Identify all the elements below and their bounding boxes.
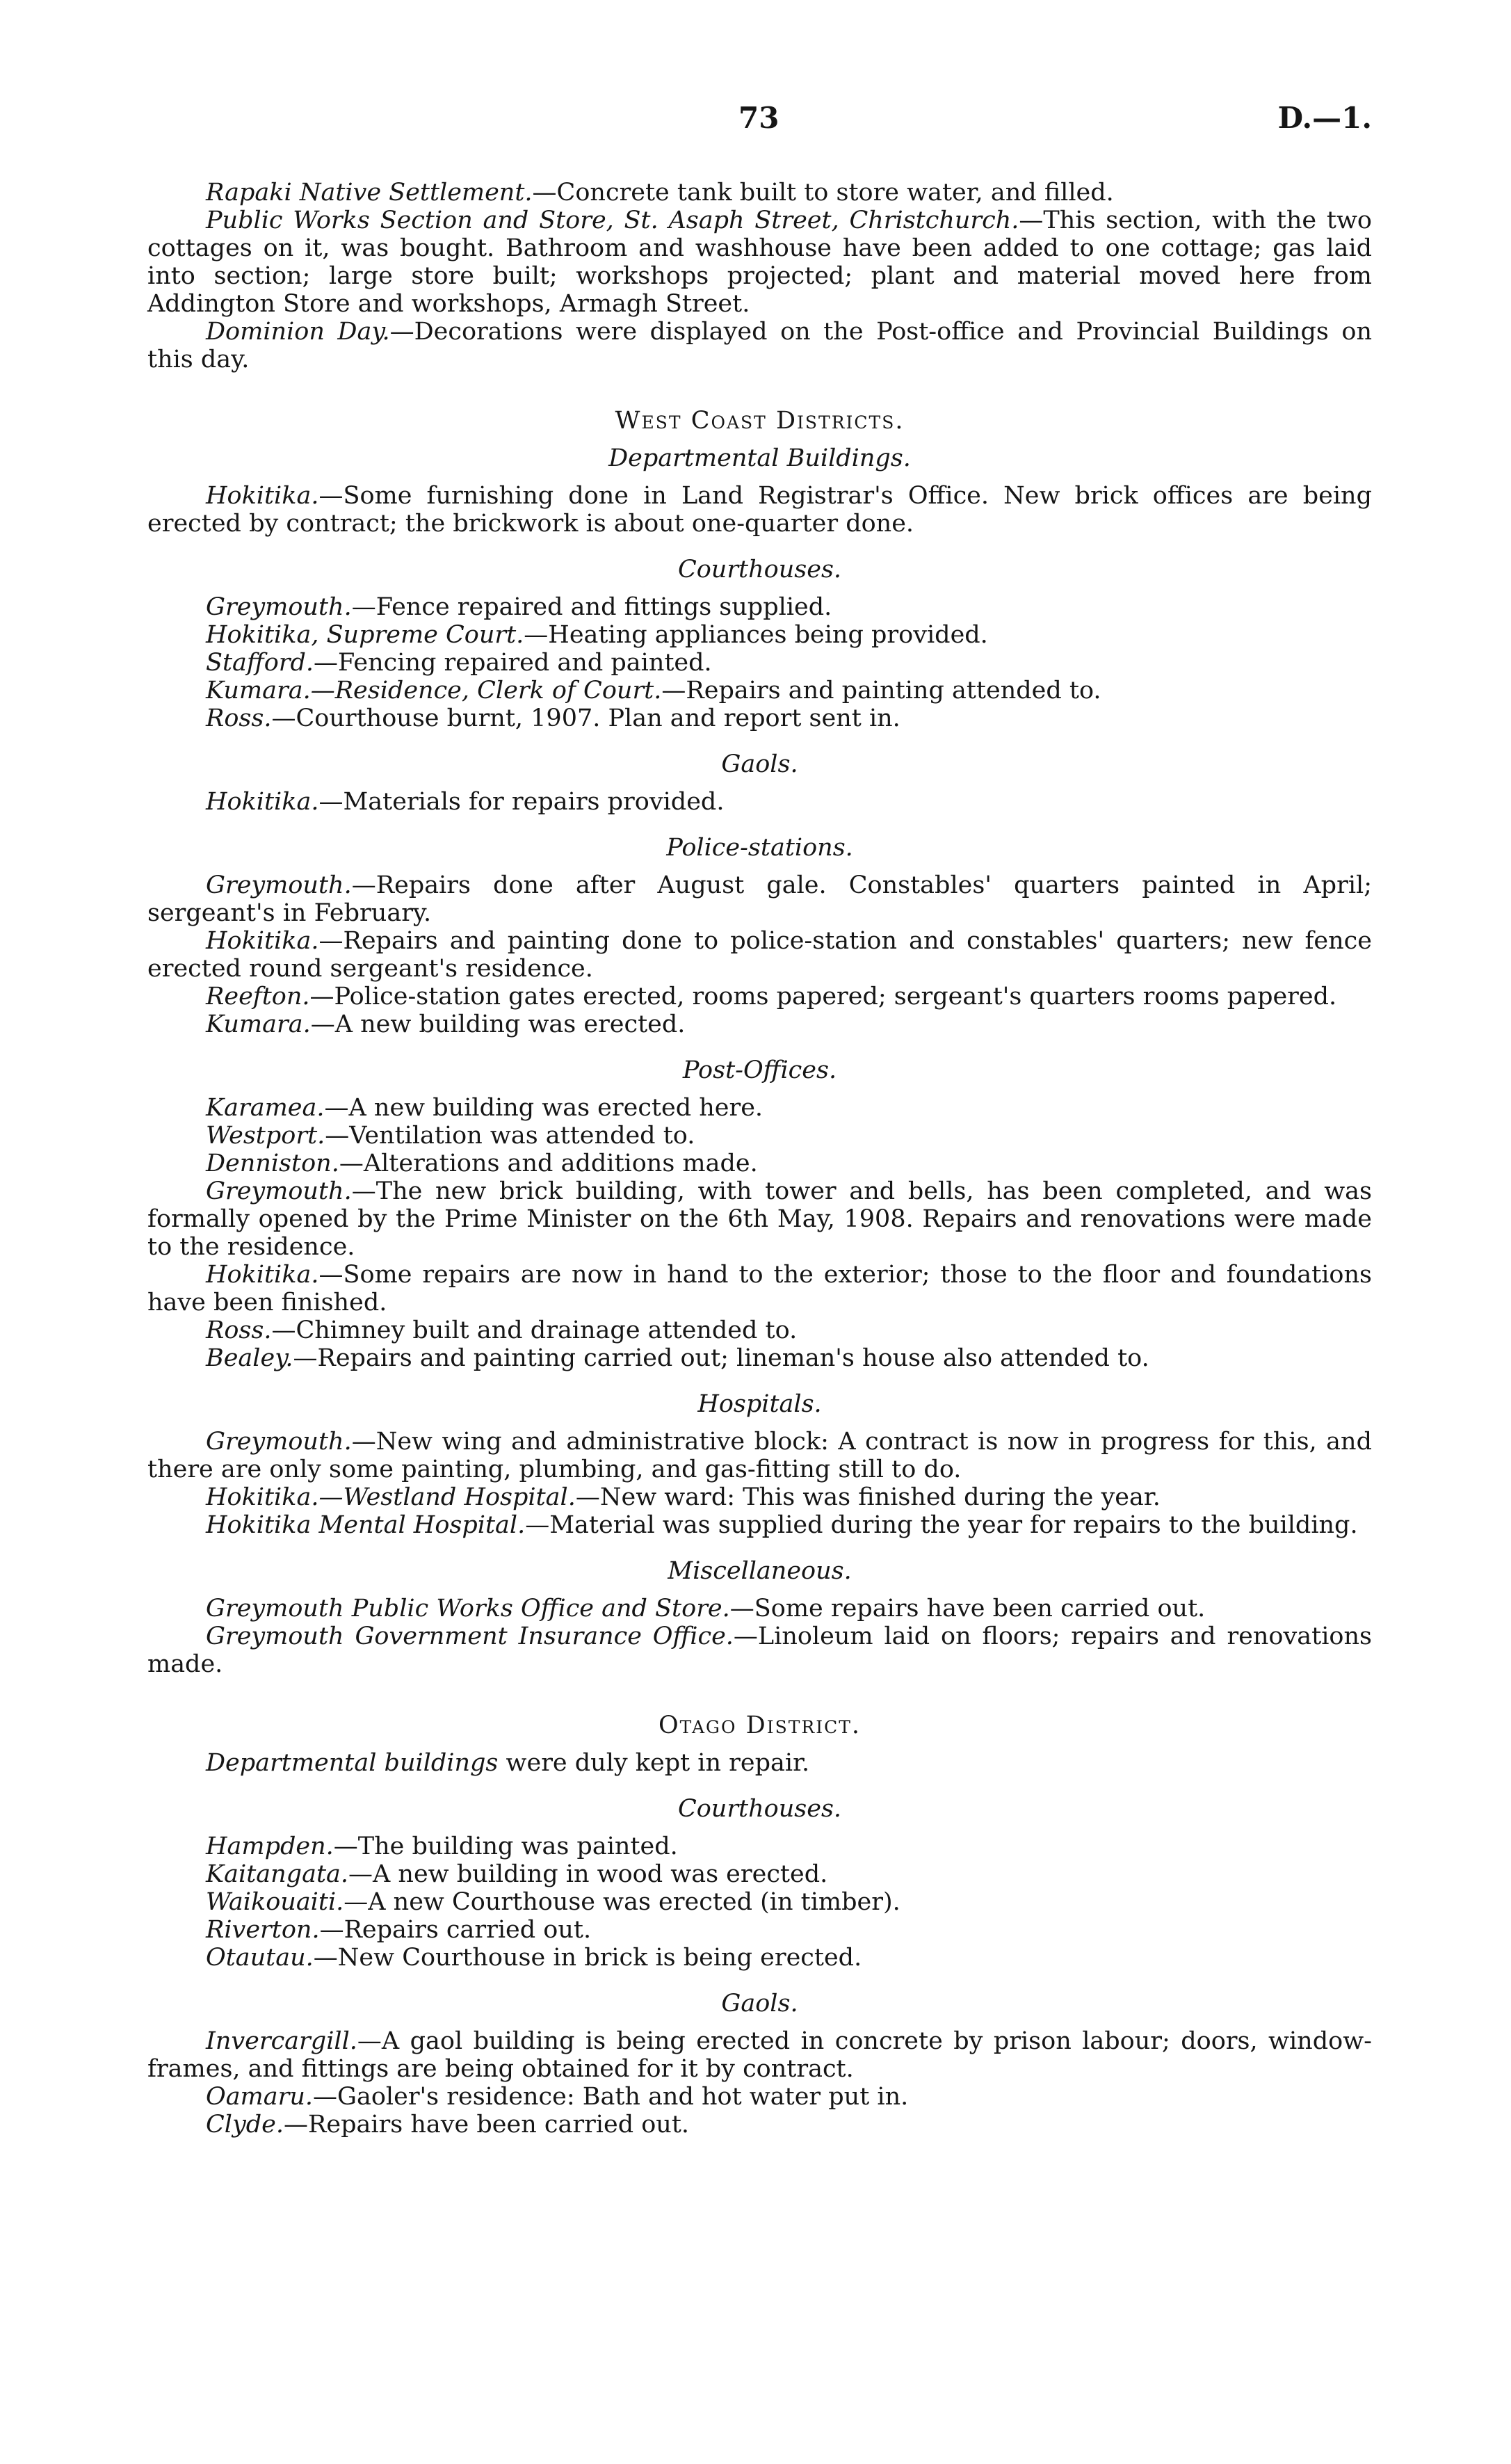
entry-text: —Some repairs have been carried out. bbox=[729, 1595, 1206, 1622]
section-heading: Gaols. bbox=[721, 1990, 798, 2018]
entry-text: —A new building was erected here. bbox=[324, 1094, 763, 1122]
entry-text: —A new building in wood was erected. bbox=[348, 1860, 828, 1888]
entry-place: Hampden. bbox=[206, 1833, 334, 1860]
entry-place: Greymouth. bbox=[206, 593, 352, 621]
entry-paragraph bbox=[147, 1261, 1372, 1316]
entry-place: Greymouth. bbox=[206, 1177, 352, 1205]
entry-paragraph bbox=[147, 1888, 1372, 1916]
entry-text: —The building was painted. bbox=[333, 1833, 678, 1860]
entry-text: —Repairs and painting attended to. bbox=[661, 677, 1101, 704]
entry-text: —Heating appliances being provided. bbox=[524, 621, 988, 649]
entry-text: —Police-station gates erected, rooms papered; sergeant's quarters rooms papered. bbox=[309, 983, 1337, 1010]
district-heading: West Coast Districts. bbox=[615, 407, 905, 435]
entry-place: Departmental buildings bbox=[206, 1749, 499, 1777]
entry-place: Invercargill. bbox=[206, 2027, 357, 2055]
entry-place: Westport. bbox=[206, 1122, 325, 1150]
entry-text: —Material was supplied during the year for repairs to the building. bbox=[525, 1511, 1358, 1539]
section-heading: Hospitals. bbox=[697, 1390, 822, 1418]
entry-paragraph bbox=[147, 788, 1372, 816]
entry-text: —Gaoler's residence: Bath and hot water put in. bbox=[313, 2083, 909, 2111]
section-heading: Departmental Buildings. bbox=[608, 444, 911, 472]
section-heading: Courthouses. bbox=[677, 556, 842, 583]
entry-place: Kaitangata. bbox=[206, 1860, 349, 1888]
entry-paragraph bbox=[147, 2027, 1372, 2083]
entry-place: Karamea. bbox=[206, 1094, 325, 1122]
canterbury-continuation bbox=[147, 179, 1372, 373]
entry-text: —New Courthouse in brick is being erected. bbox=[313, 1944, 862, 1972]
entry-paragraph bbox=[147, 207, 1372, 318]
section-heading: Courthouses. bbox=[677, 1795, 842, 1823]
entry-paragraph bbox=[147, 2083, 1372, 2111]
entry-place: Hokitika. bbox=[206, 927, 319, 955]
entry-place: Dominion Day. bbox=[206, 318, 390, 346]
entry-paragraph bbox=[147, 621, 1372, 649]
entry-text: —Some repairs are now in hand to the exterior; those to the floor and foundations have been finished. bbox=[147, 1261, 1372, 1316]
entry-paragraph bbox=[147, 1177, 1372, 1261]
page-body bbox=[147, 179, 1372, 2139]
entry-place: Otautau. bbox=[206, 1944, 314, 1972]
entry-paragraph bbox=[147, 1483, 1372, 1511]
entry-text: —New ward: This was finished during the year. bbox=[575, 1483, 1161, 1511]
entry-place: Rapaki Native Settlement. bbox=[206, 179, 533, 207]
entry-place: Riverton. bbox=[206, 1916, 320, 1944]
entry-paragraph bbox=[147, 318, 1372, 373]
entry-paragraph bbox=[147, 2111, 1372, 2139]
entry-text: —Fencing repaired and painted. bbox=[314, 649, 712, 677]
entry-place: Hokitika, Supreme Court. bbox=[206, 621, 524, 649]
entry-place: Oamaru. bbox=[206, 2083, 314, 2111]
entry-text: —Repairs and painting done to police-station and constables' quarters; new fence erected round sergeant's residence. bbox=[147, 927, 1372, 983]
entry-text: —Fence repaired and fittings supplied. bbox=[351, 593, 832, 621]
district-heading: Otago District. bbox=[658, 1712, 861, 1739]
entry-paragraph bbox=[147, 1916, 1372, 1944]
section-heading: Gaols. bbox=[721, 750, 798, 778]
entry-text: —Ventilation was attended to. bbox=[325, 1122, 695, 1150]
entry-place: Denniston. bbox=[206, 1150, 339, 1177]
entry-place: Public Works Section and Store, St. Asaph Street, Christchurch. bbox=[206, 207, 1019, 234]
entry-place: Kumara. bbox=[206, 1010, 311, 1038]
section-heading: Police-stations. bbox=[666, 834, 853, 862]
entry-place: Clyde. bbox=[206, 2111, 284, 2139]
entry-text: —A new building was erected. bbox=[310, 1010, 686, 1038]
entry-paragraph bbox=[147, 1344, 1372, 1372]
entry-text: —Repairs have been carried out. bbox=[284, 2111, 690, 2139]
entry-place: Hokitika. bbox=[206, 788, 319, 816]
entry-place: Hokitika.—Westland Hospital. bbox=[206, 1483, 576, 1511]
entry-paragraph bbox=[147, 1511, 1372, 1539]
entry-text: —The new brick building, with tower and bells, has been completed, and was formally opened by the Prime Minister on the 6th May, 1908. Repairs and renovations were made to the residence. bbox=[147, 1177, 1372, 1261]
entry-paragraph bbox=[147, 1316, 1372, 1344]
entry-text: —Linoleum laid on floors; repairs and renovations made. bbox=[147, 1622, 1372, 1678]
entry-place: Stafford. bbox=[206, 649, 314, 677]
entry-paragraph bbox=[147, 1094, 1372, 1122]
entry-paragraph bbox=[147, 1150, 1372, 1177]
entry-paragraph bbox=[147, 1428, 1372, 1483]
entry-text: —Courthouse burnt, 1907. Plan and report sent in. bbox=[271, 704, 900, 732]
document-reference: D.—1. bbox=[1277, 101, 1372, 135]
entry-place: Greymouth. bbox=[206, 871, 352, 899]
entry-place: Hokitika. bbox=[206, 482, 319, 510]
entry-text: —Alterations and additions made. bbox=[339, 1150, 758, 1177]
entry-text: —Repairs done after August gale. Constables' quarters painted in April; sergeant's in February. bbox=[147, 871, 1372, 927]
entry-text: —Repairs carried out. bbox=[319, 1916, 592, 1944]
entry-paragraph bbox=[147, 1749, 1372, 1777]
entry-paragraph bbox=[147, 649, 1372, 677]
entry-place: Bealey. bbox=[206, 1344, 293, 1372]
entry-text: were duly kept in repair. bbox=[498, 1749, 810, 1777]
entry-paragraph bbox=[147, 927, 1372, 983]
entry-place: Greymouth. bbox=[206, 1428, 352, 1456]
entry-text: —Decorations were displayed on the Post-office and Provincial Buildings on this day. bbox=[147, 318, 1372, 373]
entry-text: —Repairs and painting carried out; lineman's house also attended to. bbox=[293, 1344, 1149, 1372]
entry-place: Waikouaiti. bbox=[206, 1888, 344, 1916]
section-heading: Miscellaneous. bbox=[668, 1557, 852, 1585]
page-number: 73 bbox=[738, 101, 779, 135]
entry-text: —New wing and administrative block: A contract is now in progress for this, and there are only some painting, plumbing, and gas-fitting still to do. bbox=[147, 1428, 1372, 1483]
entry-place: Hokitika. bbox=[206, 1261, 319, 1289]
entry-paragraph bbox=[147, 1595, 1372, 1622]
entry-place: Kumara.—Residence, Clerk of Court. bbox=[206, 677, 662, 704]
entry-paragraph bbox=[147, 704, 1372, 732]
entry-paragraph bbox=[147, 593, 1372, 621]
entry-paragraph bbox=[147, 179, 1372, 207]
entry-text: —A gaol building is being erected in concrete by prison labour; doors, window-frames, and fittings are being obtained for it by contract. bbox=[147, 2027, 1372, 2083]
entry-paragraph bbox=[147, 1010, 1372, 1038]
entry-paragraph bbox=[147, 1860, 1372, 1888]
entry-paragraph bbox=[147, 983, 1372, 1010]
entry-place: Hokitika Mental Hospital. bbox=[206, 1511, 526, 1539]
entry-text: —Concrete tank built to store water, and filled. bbox=[532, 179, 1114, 207]
entry-paragraph bbox=[147, 1122, 1372, 1150]
entry-place: Greymouth Public Works Office and Store. bbox=[206, 1595, 730, 1622]
entry-place: Reefton. bbox=[206, 983, 310, 1010]
entry-text: —Chimney built and drainage attended to. bbox=[271, 1316, 798, 1344]
entry-paragraph bbox=[147, 1944, 1372, 1972]
entry-text: —A new Courthouse was erected (in timber). bbox=[344, 1888, 900, 1916]
entry-paragraph bbox=[147, 871, 1372, 927]
entry-paragraph bbox=[147, 677, 1372, 704]
entry-paragraph bbox=[147, 482, 1372, 538]
entry-paragraph bbox=[147, 1622, 1372, 1678]
entry-text: —Some furnishing done in Land Registrar's Office. New brick offices are being erected by contract; the brickwork is about one-quarter done. bbox=[147, 482, 1372, 538]
entry-place: Greymouth Government Insurance Office. bbox=[206, 1622, 734, 1650]
entry-text: —Materials for repairs provided. bbox=[318, 788, 725, 816]
section-heading: Post-Offices. bbox=[682, 1056, 837, 1084]
entry-place: Ross. bbox=[206, 704, 272, 732]
entry-text: —This section, with the two cottages on it, was bought. Bathroom and washhouse have been added to one cottage; gas laid into section; large store built; workshops projected; plant and material moved here from Addington Store and workshops, Armagh Street. bbox=[147, 207, 1372, 318]
entry-paragraph bbox=[147, 1833, 1372, 1860]
entry-place: Ross. bbox=[206, 1316, 272, 1344]
